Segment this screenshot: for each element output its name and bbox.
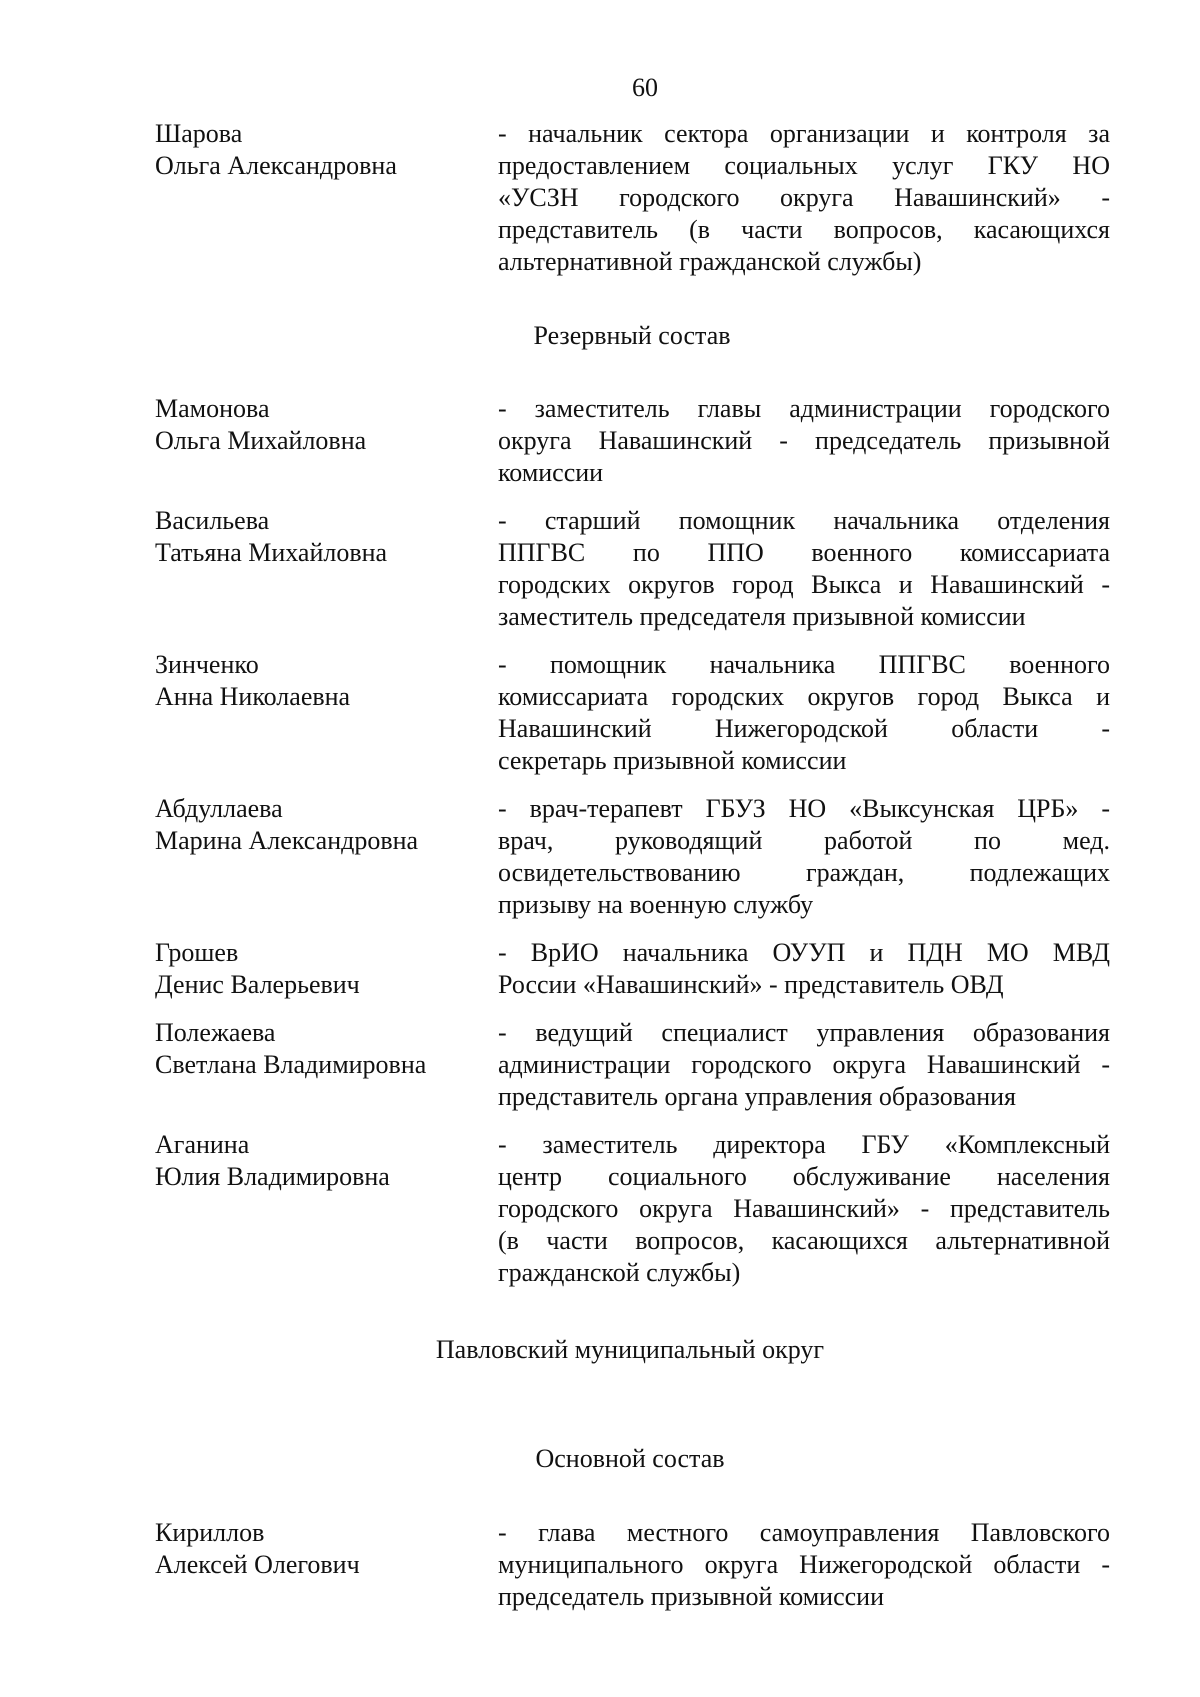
member-given-name: Светлана Владимировна [155, 1050, 427, 1079]
member-surname: Полежаева [155, 1018, 276, 1047]
member-entry [155, 118, 1110, 278]
role-line: представитель органа управления образования [498, 1082, 1017, 1111]
member-given-name: Татьяна Михайловна [155, 538, 388, 567]
member-surname: Абдуллаева [155, 794, 283, 823]
member-role [498, 393, 1110, 489]
member-given-name: Ольга Александровна [155, 151, 397, 180]
role-line: - ВрИО начальника ОУУП и ПДН МО МВД [498, 938, 1110, 967]
district-heading: Павловский муниципальный округ [435, 1335, 825, 1364]
role-line: представитель (в части вопросов, касающихся [498, 215, 1110, 244]
member-entry [155, 393, 1110, 489]
member-name [155, 1017, 485, 1081]
member-name [155, 505, 485, 569]
member-entry [155, 649, 1110, 777]
member-role [498, 649, 1110, 777]
member-role [498, 1517, 1110, 1613]
member-entry [155, 937, 1110, 1001]
role-line: предоставлением социальных услуг ГКУ НО [498, 151, 1110, 180]
member-surname: Грошев [155, 938, 239, 967]
role-line: альтернативной гражданской службы) [498, 247, 922, 276]
member-given-name: Юлия Владимировна [155, 1162, 390, 1191]
role-line: центр социального обслуживание населения [498, 1162, 1110, 1191]
role-line: администрации городского округа Навашинский - [498, 1050, 1110, 1079]
member-name [155, 1129, 485, 1193]
member-entry [155, 1517, 1110, 1613]
member-role [498, 118, 1110, 278]
member-surname: Аганина [155, 1130, 250, 1159]
role-line: - ведущий специалист управления образования [498, 1018, 1110, 1047]
page-number: 60 [632, 73, 658, 102]
member-given-name: Ольга Михайловна [155, 426, 367, 455]
member-name [155, 118, 485, 182]
role-line: комиссариата городских округов город Выкса и [498, 682, 1110, 711]
member-entry [155, 1017, 1110, 1113]
role-line: России «Навашинский» - представитель ОВД [498, 970, 1004, 999]
role-line: - начальник сектора организации и контроля за [498, 119, 1110, 148]
member-role [498, 505, 1110, 633]
role-line: освидетельствованию граждан, подлежащих [498, 858, 1110, 887]
role-line: Навашинский Нижегородской области - [498, 714, 1110, 743]
member-given-name: Марина Александровна [155, 826, 419, 855]
member-name [155, 649, 485, 713]
role-line: - врач-терапевт ГБУЗ НО «Выксунская ЦРБ» - [498, 794, 1110, 823]
role-line: «УСЗН городского округа Навашинский» - [498, 183, 1110, 212]
member-given-name: Денис Валерьевич [155, 970, 360, 999]
member-name [155, 393, 485, 457]
role-line: врач, руководящий работой по мед. [498, 826, 1110, 855]
role-line: - старший помощник начальника отделения [498, 506, 1110, 535]
role-line: муниципального округа Нижегородской области - [498, 1550, 1110, 1579]
member-entry [155, 505, 1110, 633]
member-entry [155, 793, 1110, 921]
role-line: округа Навашинский - председатель призывной [498, 426, 1110, 455]
role-line: ППГВС по ППО военного комиссариата [498, 538, 1110, 567]
member-surname: Шарова [155, 119, 243, 148]
role-line: председатель призывной комиссии [498, 1582, 884, 1611]
role-line: призыву на военную службу [498, 890, 814, 919]
section-heading: Резервный состав [533, 321, 731, 350]
role-line: городских округов город Выкса и Навашинский - [498, 570, 1110, 599]
role-line: гражданской службы) [498, 1258, 741, 1287]
member-surname: Мамонова [155, 394, 270, 423]
member-given-name: Алексей Олегович [155, 1550, 360, 1579]
member-role [498, 1129, 1110, 1289]
member-name [155, 1517, 485, 1581]
member-surname: Кириллов [155, 1518, 265, 1547]
member-name [155, 793, 485, 857]
role-line: комиссии [498, 458, 604, 487]
role-line: городского округа Навашинский» - представитель [498, 1194, 1110, 1223]
section-heading: Основной состав [535, 1444, 725, 1473]
role-line: (в части вопросов, касающихся альтернативной [498, 1226, 1110, 1255]
member-role [498, 937, 1110, 1001]
member-role [498, 793, 1110, 921]
member-surname: Зинченко [155, 650, 259, 679]
role-line: заместитель председателя призывной комиссии [498, 602, 1026, 631]
member-given-name: Анна Николаевна [155, 682, 351, 711]
member-entry [155, 1129, 1110, 1289]
role-line: - заместитель директора ГБУ «Комплексный [498, 1130, 1110, 1159]
member-name [155, 937, 485, 1001]
role-line: - глава местного самоуправления Павловского [498, 1518, 1110, 1547]
role-line: - помощник начальника ППГВС военного [498, 650, 1110, 679]
role-line: - заместитель главы администрации городского [498, 394, 1110, 423]
role-line: секретарь призывной комиссии [498, 746, 847, 775]
member-surname: Васильева [155, 506, 270, 535]
member-role [498, 1017, 1110, 1113]
